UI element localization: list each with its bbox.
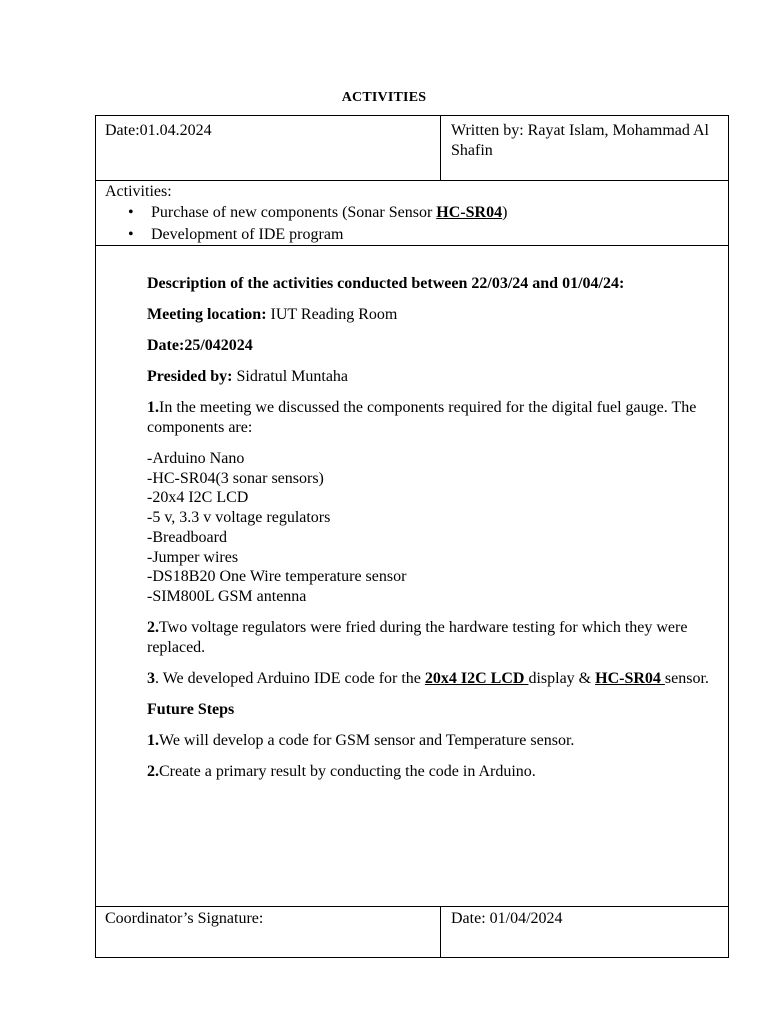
header-written-by: Written by: Rayat Islam, Mohammad Al Shafin bbox=[451, 122, 709, 159]
meeting-location bbox=[147, 305, 725, 325]
footer-date: Date: 01/04/2024 bbox=[451, 910, 563, 927]
point-number: 3 bbox=[147, 669, 155, 687]
activities-list bbox=[126, 202, 507, 246]
description-section bbox=[147, 274, 725, 793]
list-item: -SIM800L GSM antenna bbox=[147, 587, 307, 605]
presided-by-value: Sidratul Muntaha bbox=[232, 368, 349, 385]
column-divider bbox=[440, 906, 441, 957]
row-divider bbox=[96, 180, 728, 181]
meeting-location-label: Meeting location: bbox=[147, 306, 267, 323]
activity-item-text: Purchase of new components (Sonar Sensor bbox=[151, 204, 437, 221]
presided-by bbox=[147, 367, 725, 387]
point-text: Create a primary result by conducting the code in Arduino. bbox=[159, 762, 536, 780]
point-number: 1. bbox=[147, 399, 159, 416]
list-item: -HC-SR04(3 sonar sensors) bbox=[147, 469, 324, 487]
point-text: display & bbox=[528, 669, 596, 687]
list-item: -Arduino Nano bbox=[147, 450, 245, 467]
point-3 bbox=[147, 669, 725, 689]
bullet-icon: • bbox=[128, 226, 134, 243]
point-2 bbox=[147, 618, 725, 658]
point-text: Two voltage regulators were fried during the hardware testing for which they were replaced. bbox=[147, 618, 688, 656]
sonar-part-name: HC-SR04 bbox=[595, 669, 665, 687]
description-heading: Description of the activities conducted between 22/03/24 and 01/04/24: bbox=[147, 275, 625, 292]
list-item: -Breadboard bbox=[147, 528, 227, 546]
activities-label: Activities: bbox=[105, 183, 172, 200]
point-number: 2. bbox=[147, 618, 159, 636]
activity-form-table bbox=[95, 115, 729, 958]
point-text: . We developed Arduino IDE code for the bbox=[155, 669, 425, 687]
future-step-2 bbox=[147, 762, 725, 782]
list-item bbox=[126, 202, 507, 224]
presided-by-label: Presided by: bbox=[147, 368, 233, 385]
activity-item-suffix: ) bbox=[502, 204, 508, 221]
point-text: sensor. bbox=[664, 669, 709, 687]
point-number: 2. bbox=[147, 762, 159, 780]
list-item: -20x4 I2C LCD bbox=[147, 489, 249, 507]
activity-item-text: Development of IDE program bbox=[151, 226, 344, 243]
header-date: Date:01.04.2024 bbox=[105, 122, 212, 139]
coordinator-signature-label: Coordinator’s Signature: bbox=[105, 910, 264, 927]
point-text: In the meeting we discussed the components required for the digital fuel gauge. The components are: bbox=[147, 399, 697, 436]
activity-item-part-number: HC-SR04 bbox=[436, 204, 503, 221]
bullet-icon: • bbox=[128, 204, 134, 221]
list-item: -Jumper wires bbox=[147, 548, 239, 566]
column-divider bbox=[440, 116, 441, 180]
list-item bbox=[126, 224, 507, 246]
lcd-part-name: 20x4 I2C LCD bbox=[424, 669, 529, 687]
meeting-date: Date:25/042024 bbox=[147, 337, 253, 354]
future-step-1 bbox=[147, 731, 725, 751]
future-steps-heading: Future Steps bbox=[147, 700, 235, 718]
meeting-location-value: IUT Reading Room bbox=[266, 306, 398, 323]
point-text: We will develop a code for GSM sensor and Temperature sensor. bbox=[159, 731, 575, 749]
components-list bbox=[147, 449, 725, 607]
point-1 bbox=[147, 398, 725, 438]
list-item: -DS18B20 One Wire temperature sensor bbox=[147, 568, 407, 586]
point-number: 1. bbox=[147, 731, 159, 749]
list-item: -5 v, 3.3 v voltage regulators bbox=[147, 509, 331, 527]
row-divider bbox=[96, 906, 728, 907]
page-title: ACTIVITIES bbox=[341, 90, 427, 105]
